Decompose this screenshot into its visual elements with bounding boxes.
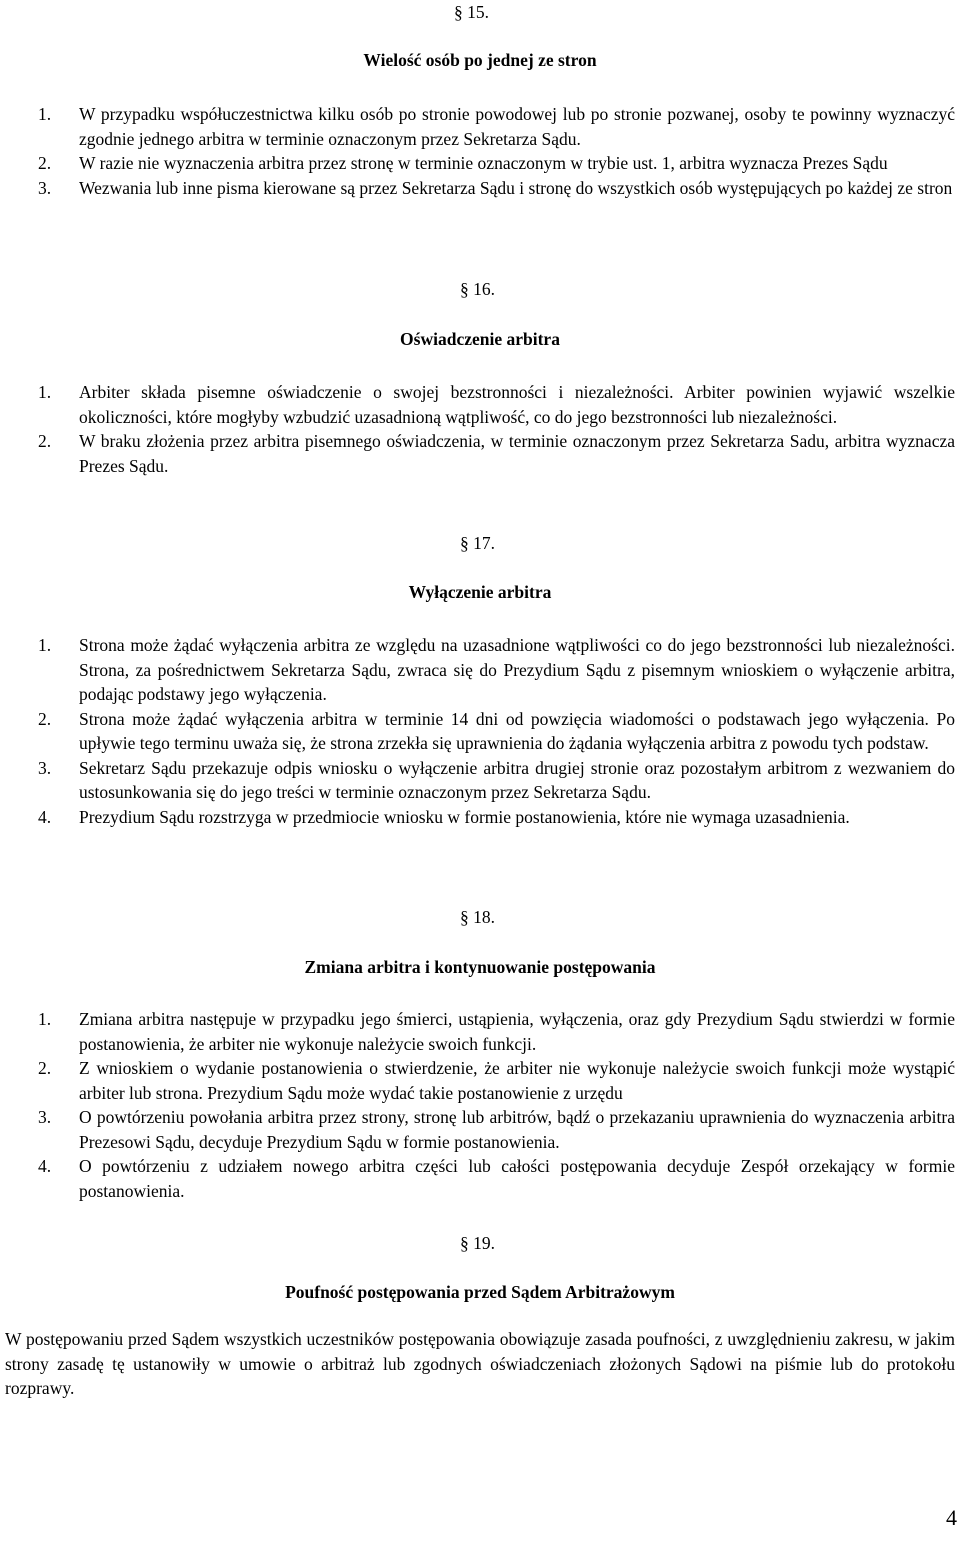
section-list [0,1007,960,1203]
section-paragraph: W postępowaniu przed Sądem wszystkich uczestników postępowania obowiązuje zasada poufności, z uwzględnieniu zakresu, w jakim strony zasadę tę ustanowiły w umowie o arbitraż lub zgodnych oświadczeniach złożonych Sądowi na piśmie lub do protokołu rozprawy. [5,1329,955,1398]
item-text: Strona może żądać wyłączenia arbitra w terminie 14 dni od powzięcia wiadomości o podstawach jego wyłączenia. Po upływie tego terminu uważa się, że strona zrzekła się uprawnienia do żądania wyłączenia arbitra z powodu tych podstaw. [79,708,955,753]
list-item [0,707,960,756]
item-text: W braku złożenia przez arbitra pisemnego oświadczenia, w terminie oznaczonym przez Sekretarza Sadu, arbitra wyznacza Prezes Sądu. [79,431,955,476]
page-number: 4 [946,1505,957,1530]
list-item [0,1007,960,1056]
item-text: O powtórzeniu z udziałem nowego arbitra części lub całości postępowania decyduje Zespół orzekający w formie postanowienia. [79,1156,955,1201]
list-item [0,756,960,805]
item-text: Wezwania lub inne pisma kierowane są przez Sekretarza Sądu i stronę do wszystkich osób występujących po każdej ze stron [79,177,953,198]
item-text: Sekretarz Sądu przekazuje odpis wniosku o wyłączenie arbitra drugiej stronie oraz pozostałym arbitrom z wezwaniem do ustosunkowania się do jego treści w terminie oznaczonym przez Sekretarza Sądu. [79,757,955,802]
item-number: 4. [38,806,52,827]
section-title: Wielość osób po jednej ze stron [363,50,597,70]
item-number: 2. [38,1058,52,1078]
item-number: 1. [38,635,52,655]
item-number: 4. [38,1156,52,1176]
section-title: Zmiana arbitra i kontynuowanie postępowania [304,957,656,977]
item-number: 3. [38,757,52,778]
list-item [0,429,960,478]
item-number: 1. [38,1009,52,1029]
item-text: W razie nie wyznaczenia arbitra przez stronę w terminie oznaczonym w trybie ust. 1, arbitra wyznacza Prezes Sądu [79,153,888,173]
list-item [0,1105,960,1154]
item-text: Zmiana arbitra następuje w przypadku jego śmierci, ustąpienia, wyłączenia, oraz gdy Prezydium Sądu stwierdzi w formie postanowienia, że arbiter nie wykonuje należycie swoich funkcji. [79,1009,955,1054]
section-number: § 19. [460,1233,495,1253]
section-title: Poufność postępowania przed Sądem Arbitrażowym [285,1282,675,1302]
list-item [0,380,960,429]
item-number: 2. [38,431,52,451]
section-title: Oświadczenie arbitra [400,329,560,349]
section-number: § 16. [460,279,495,299]
item-text: Z wnioskiem o wydanie postanowienia o stwierdzenie, że arbiter nie wykonuje należycie swoich funkcji może wystąpić arbiter lub strona. Prezydium Sądu może wydać takie postanowienie z urzędu [79,1058,955,1103]
list-item [0,1154,960,1203]
section-title: Wyłączenie arbitra [408,582,552,602]
item-text: O powtórzeniu powołania arbitra przez strony, stronę lub arbitrów, bądź o przekazaniu uprawnienia do wyznaczenia arbitra Prezesowi Sądu, decyduje Prezydium Sądu w formie postanowienia. [79,1107,955,1152]
item-text: Arbiter składa pisemne oświadczenie o swojej bezstronności i niezależności. Arbiter powinien wyjawić wszelkie okoliczności, które mogłyby wzbudzić uzasadnioną wątpliwość, co do jego bezstronności lub niezależności. [79,382,955,427]
list-item [0,805,960,830]
section-list [0,380,960,478]
item-number: 2. [38,153,52,173]
list-item [0,151,960,176]
list-item [0,176,960,201]
section-number: § 17. [460,533,495,553]
list-item [0,1056,960,1105]
section-number: § 18. [460,907,495,927]
item-number: 3. [38,177,52,198]
list-item [0,633,960,707]
item-text: Strona może żądać wyłączenia arbitra ze względu na uzasadnione wątpliwości co do jego bezstronności lub niezależności. Strona, za pośrednictwem Sekretarza Sądu, zwraca się do Prezydium Sądu z pisemnym wnioskiem o wyłączenie arbitra, podając podstawy jego wyłączenia. [79,635,955,704]
item-text: W przypadku współuczestnictwa kilku osób po stronie powodowej lub po stronie pozwanej, osoby te powinny wyznaczyć zgodnie jednego arbitra w terminie oznaczonym przez Sekretarza Sądu. [79,104,955,149]
section-number: § 15. [454,2,489,22]
section-list [0,633,960,829]
item-number: 1. [38,382,52,402]
section-list [0,102,960,200]
item-text: Prezydium Sądu rozstrzyga w przedmiocie wniosku w formie postanowienia, które nie wymaga uzasadnienia. [79,806,850,827]
item-number: 2. [38,708,52,729]
list-item [0,102,960,151]
item-number: 1. [38,104,52,124]
item-number: 3. [38,1107,52,1127]
